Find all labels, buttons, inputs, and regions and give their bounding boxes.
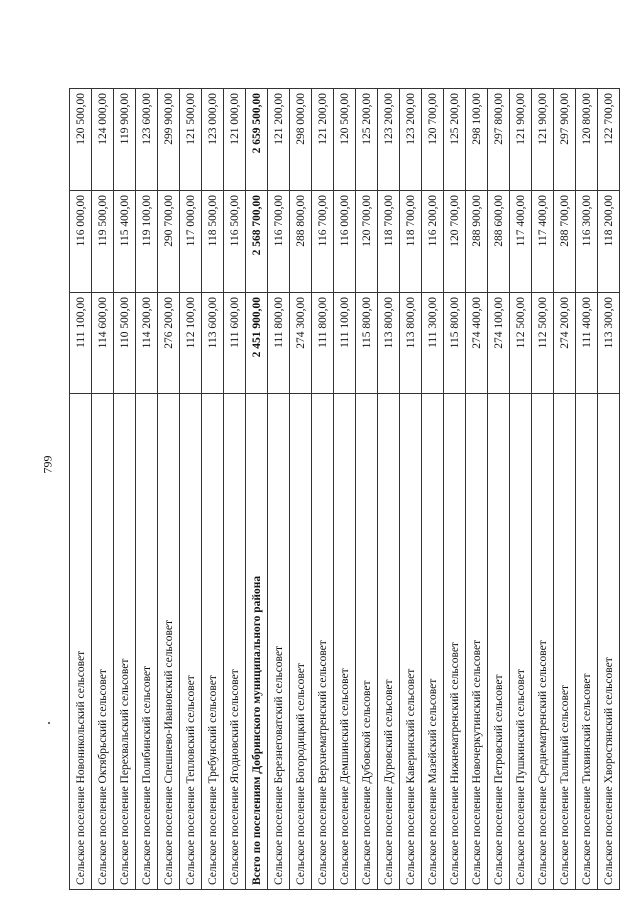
amount-1-cell: 111 600,00 [224,293,246,394]
amount-2-cell: 117 400,00 [510,191,532,293]
table-row [224,89,246,890]
amount-2-cell: 290 700,00 [158,191,180,293]
amount-3-cell: 121 900,00 [532,89,554,191]
page-number [38,444,58,484]
table-row [136,89,158,890]
settlement-name-cell: Сельское поселение Талицкий сельсовет [554,394,576,890]
amount-3-cell: 120 500,00 [70,89,92,191]
amount-3-cell: 119 900,00 [114,89,136,191]
amount-1-cell: 115 800,00 [444,293,466,394]
settlement-name-cell: Сельское поселение Требунский сельсовет [202,394,224,890]
settlement-name-cell: Сельское поселение Октябрьский сельсовет [92,394,114,890]
table-row [444,89,466,890]
table-row [334,89,356,890]
settlement-name-cell: Сельское поселение Нижнематренский сельсовет [444,394,466,890]
amount-1-cell: 274 300,00 [290,293,312,394]
settlement-name-cell: Сельское поселение Мазейский сельсовет [422,394,444,890]
settlement-name-cell: Сельское поселение Перехвальский сельсовет [114,394,136,890]
amount-2-cell: 117 400,00 [532,191,554,293]
amount-3-cell: 121 200,00 [268,89,290,191]
amount-2-cell: 118 700,00 [400,191,422,293]
table-row [554,89,576,890]
amount-2-cell: 288 900,00 [466,191,488,293]
amount-1-cell: 113 800,00 [378,293,400,394]
amount-1-cell: 111 100,00 [334,293,356,394]
table-row [576,89,598,890]
table-row [70,89,92,890]
amount-3-cell: 121 000,00 [224,89,246,191]
amount-1-cell: 274 200,00 [554,293,576,394]
amount-1-cell: 111 800,00 [268,293,290,394]
table-row [422,89,444,890]
amount-1-cell: 2 451 900,00 [246,293,268,394]
amount-3-cell: 120 700,00 [422,89,444,191]
amount-1-cell: 111 300,00 [422,293,444,394]
amount-3-cell: 298 000,00 [290,89,312,191]
budget-table-container [69,89,615,890]
amount-3-cell: 121 500,00 [180,89,202,191]
table-row [466,89,488,890]
amount-2-cell: 116 700,00 [312,191,334,293]
amount-3-cell: 298 100,00 [466,89,488,191]
amount-3-cell: 299 900,00 [158,89,180,191]
amount-2-cell: 288 800,00 [290,191,312,293]
budget-table-body [70,89,620,890]
amount-1-cell: 274 400,00 [466,293,488,394]
table-row [378,89,400,890]
settlement-name-cell: Сельское поселение Тепловский сельсовет [180,394,202,890]
amount-2-cell: 120 700,00 [356,191,378,293]
amount-1-cell: 276 200,00 [158,293,180,394]
table-row [400,89,422,890]
amount-1-cell: 111 800,00 [312,293,334,394]
settlement-name-cell: Сельское поселение Петровский сельсовет [488,394,510,890]
scan-speck [48,722,50,724]
amount-3-cell: 124 000,00 [92,89,114,191]
page-number-text: 799 [40,455,55,473]
table-row [180,89,202,890]
settlement-name-cell: Сельское поселение Каверинский сельсовет [400,394,422,890]
amount-2-cell: 116 700,00 [268,191,290,293]
amount-3-cell: 125 200,00 [444,89,466,191]
amount-2-cell: 115 400,00 [114,191,136,293]
amount-1-cell: 111 100,00 [70,293,92,394]
amount-3-cell: 297 800,00 [488,89,510,191]
amount-1-cell: 113 800,00 [400,293,422,394]
settlement-name-cell: Сельское поселение Верхнематренский сельсовет [312,394,334,890]
amount-1-cell: 113 600,00 [202,293,224,394]
amount-2-cell: 118 500,00 [202,191,224,293]
amount-2-cell: 118 200,00 [598,191,620,293]
amount-3-cell: 125 200,00 [356,89,378,191]
amount-2-cell: 116 200,00 [422,191,444,293]
budget-table [69,88,620,890]
amount-2-cell: 116 000,00 [70,191,92,293]
amount-2-cell: 2 568 700,00 [246,191,268,293]
amount-1-cell: 114 200,00 [136,293,158,394]
table-row [356,89,378,890]
amount-3-cell: 121 900,00 [510,89,532,191]
table-row-total [246,89,268,890]
settlement-name-cell: Всего по поселениям Добринского муниципального района [246,394,268,890]
amount-2-cell: 116 300,00 [576,191,598,293]
amount-3-cell: 123 200,00 [378,89,400,191]
settlement-name-cell: Сельское поселение Березнеговатский сельсовет [268,394,290,890]
amount-1-cell: 274 100,00 [488,293,510,394]
table-row [532,89,554,890]
settlement-name-cell: Сельское поселение Дуровский сельсовет [378,394,400,890]
amount-2-cell: 118 700,00 [378,191,400,293]
table-row [114,89,136,890]
amount-1-cell: 112 100,00 [180,293,202,394]
amount-3-cell: 297 900,00 [554,89,576,191]
amount-2-cell: 288 600,00 [488,191,510,293]
amount-1-cell: 112 500,00 [510,293,532,394]
table-row [92,89,114,890]
amount-2-cell: 119 500,00 [92,191,114,293]
amount-3-cell: 121 200,00 [312,89,334,191]
amount-2-cell: 288 700,00 [554,191,576,293]
settlement-name-cell: Сельское поселение Дубовской сельсовет [356,394,378,890]
settlement-name-cell: Сельское поселение Полибинский сельсовет [136,394,158,890]
settlement-name-cell: Сельское поселение Спешнево-Ивановский сельсовет [158,394,180,890]
amount-1-cell: 115 800,00 [356,293,378,394]
table-row [510,89,532,890]
settlement-name-cell: Сельское поселение Тихвинский сельсовет [576,394,598,890]
amount-3-cell: 120 800,00 [576,89,598,191]
amount-1-cell: 113 300,00 [598,293,620,394]
settlement-name-cell: Сельское поселение Ягодновский сельсовет [224,394,246,890]
amount-3-cell: 123 600,00 [136,89,158,191]
table-row [158,89,180,890]
amount-2-cell: 119 100,00 [136,191,158,293]
table-row [290,89,312,890]
amount-2-cell: 116 000,00 [334,191,356,293]
amount-2-cell: 117 000,00 [180,191,202,293]
settlement-name-cell: Сельское поселение Хворостянский сельсовет [598,394,620,890]
amount-3-cell: 123 000,00 [202,89,224,191]
amount-1-cell: 112 500,00 [532,293,554,394]
amount-1-cell: 114 600,00 [92,293,114,394]
table-row [488,89,510,890]
settlement-name-cell: Сельское поселение Демшинский сельсовет [334,394,356,890]
table-row [312,89,334,890]
amount-3-cell: 2 659 500,00 [246,89,268,191]
table-row [598,89,620,890]
table-row [268,89,290,890]
settlement-name-cell: Сельское поселение Среднематренский сельсовет [532,394,554,890]
amount-3-cell: 122 700,00 [598,89,620,191]
settlement-name-cell: Сельское поселение Новоникольский сельсовет [70,394,92,890]
amount-1-cell: 110 500,00 [114,293,136,394]
amount-3-cell: 120 500,00 [334,89,356,191]
amount-2-cell: 116 500,00 [224,191,246,293]
table-row [202,89,224,890]
settlement-name-cell: Сельское поселение Богородицкий сельсовет [290,394,312,890]
settlement-name-cell: Сельское поселение Пушкинский сельсовет [510,394,532,890]
amount-2-cell: 120 700,00 [444,191,466,293]
settlement-name-cell: Сельское поселение Новочеркутинский сельсовет [466,394,488,890]
amount-3-cell: 123 200,00 [400,89,422,191]
amount-1-cell: 111 400,00 [576,293,598,394]
